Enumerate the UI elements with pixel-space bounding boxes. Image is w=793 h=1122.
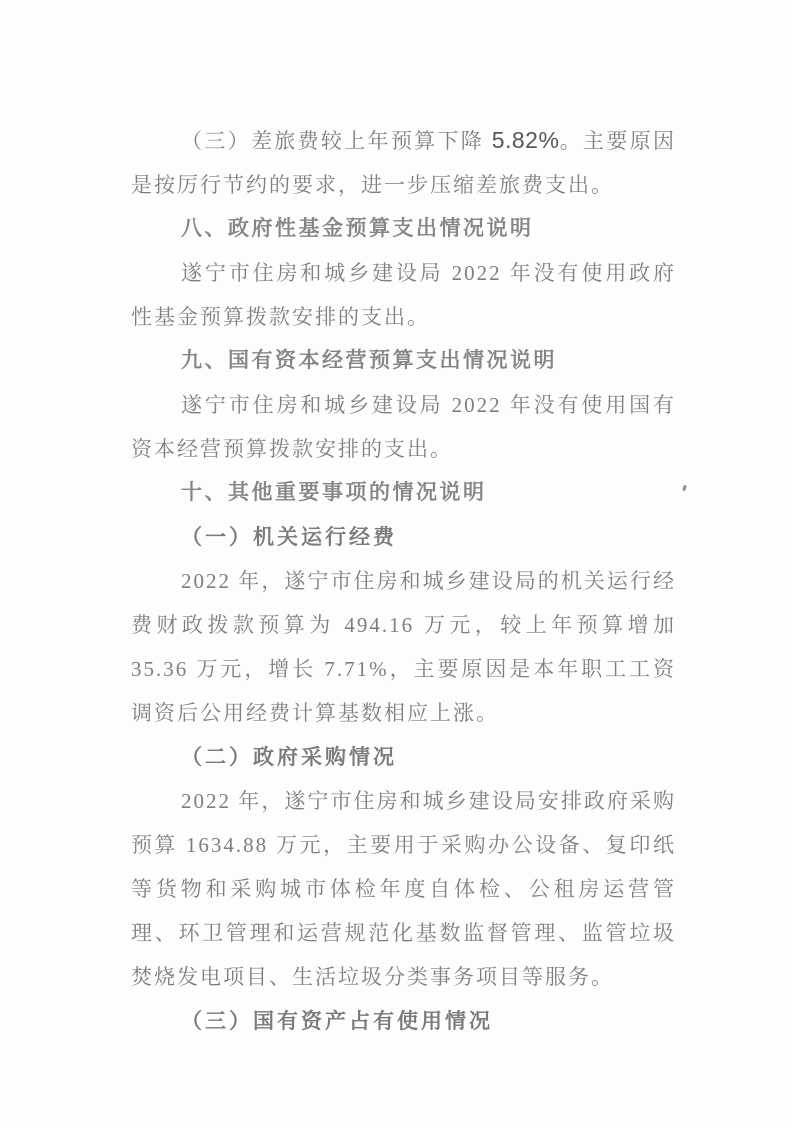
section-8-heading: 八、政府性基金预算支出情况说明 (181, 217, 534, 240)
section-10-sub-2-body: 2022 年，遂宁市住房和城乡建设局安排政府采购预算 1634.88 万元，主要用于采购办公设备、复印纸等货物和采购城市体检年度自体检、公租房运营管理、环卫管理和运营规范化基数监督管理、监管垃圾焚烧发电项目、生活垃圾分类事务项目等服务。 (131, 789, 676, 989)
section-10-sub-1-body: 2022 年，遂宁市住房和城乡建设局的机关运行经费财政拨款预算为 494.16 万元，较上年预算增加 35.36 万元，增长 7.71%，主要原因是本年职工工资调资后公用经费计算基数相应上涨。 (131, 569, 676, 725)
section-8-body: 遂宁市住房和城乡建设局 2022 年没有使用政府性基金预算拨款安排的支出。 (131, 261, 676, 329)
section-9-body: 遂宁市住房和城乡建设局 2022 年没有使用国有资本经营预算拨款安排的支出。 (131, 393, 676, 461)
scan-speck (682, 485, 687, 492)
section-10-heading: 十、其他重要事项的情况说明 (181, 481, 487, 504)
section-9-heading: 九、国有资本经营预算支出情况说明 (181, 349, 557, 372)
travel-paragraph-suffix: 。主要原因是按厉行节约的要求，进一步压缩差旅费支出。 (131, 129, 677, 197)
section-10-sub-2-heading: （二）政府采购情况 (181, 745, 397, 769)
paragraph-travel-expense (131, 118, 676, 207)
document-body (131, 118, 676, 1043)
section-10-sub-1-heading: （一）机关运行经费 (181, 525, 397, 549)
section-10-sub-3-heading: （三）国有资产占有使用情况 (181, 1009, 493, 1033)
travel-decrease-percent: 5.82% (491, 127, 560, 153)
travel-paragraph-prefix: （三）差旅费较上年预算下降 (181, 129, 492, 153)
